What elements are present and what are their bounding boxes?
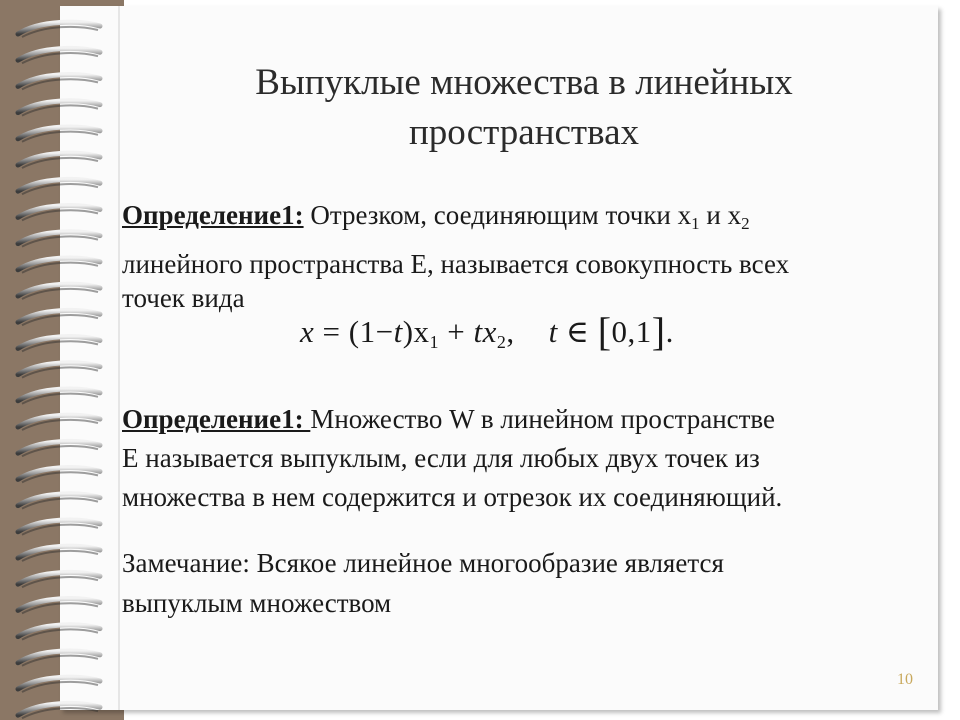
- definition-convex-line-3: множества в нем содержится и отрезок их соединяющий.: [122, 482, 783, 512]
- spiral-binding-icon: [0, 0, 124, 720]
- formula-var: x: [300, 314, 315, 349]
- formula-part: = (1: [314, 314, 376, 349]
- formula-subscript: 2: [496, 332, 507, 352]
- definition-text: Отрезком, соединяющим точки x: [303, 200, 692, 230]
- remark-line-1: Замечание: Всякое линейное многообразие является: [122, 548, 724, 578]
- definition-text: и x: [699, 200, 742, 230]
- formula-subscript: 1: [429, 332, 440, 352]
- formula-part: .: [665, 314, 674, 349]
- formula-part: 0,1: [611, 314, 652, 349]
- definition-segment: [122, 195, 922, 318]
- definition-label: Определение1:: [122, 200, 304, 230]
- page-number: 10: [897, 671, 913, 688]
- definition-convex-line-2: E называется выпуклым, если для любых двух точек из: [122, 443, 760, 473]
- formula-part: −: [375, 314, 394, 349]
- definition-segment-line-3: точек вида: [122, 283, 245, 313]
- remark: [122, 543, 922, 623]
- formula-var: t: [473, 314, 483, 349]
- formula-part: )x: [402, 314, 430, 349]
- formula-var: x: [482, 314, 497, 349]
- definition-text: Множество W в линейном пространстве: [310, 404, 776, 434]
- definition-convex: [122, 400, 922, 517]
- formula-bracket: [: [597, 309, 612, 354]
- definition-convex-line-1: [122, 400, 922, 439]
- formula-part: ,: [506, 314, 515, 349]
- formula-part: ∈: [557, 314, 598, 349]
- formula-part: +: [439, 314, 474, 349]
- segment-formula: [300, 309, 674, 362]
- formula-var: t: [548, 314, 558, 349]
- subscript: 1: [691, 214, 700, 233]
- remark-line-2: выпуклым множеством: [122, 588, 392, 618]
- definition-segment-line-1: [122, 195, 922, 244]
- subscript: 2: [741, 214, 750, 233]
- definition-label: Определение1:: [122, 404, 311, 434]
- title-line-2: пространствах: [409, 112, 639, 153]
- formula-bracket: ]: [651, 309, 666, 354]
- slide-title: [124, 58, 924, 158]
- definition-segment-line-2: линейного пространства E, называется совокупность всех: [122, 249, 790, 279]
- formula-var: t: [393, 314, 403, 349]
- title-line-1: Выпуклые множества в линейных: [255, 62, 793, 103]
